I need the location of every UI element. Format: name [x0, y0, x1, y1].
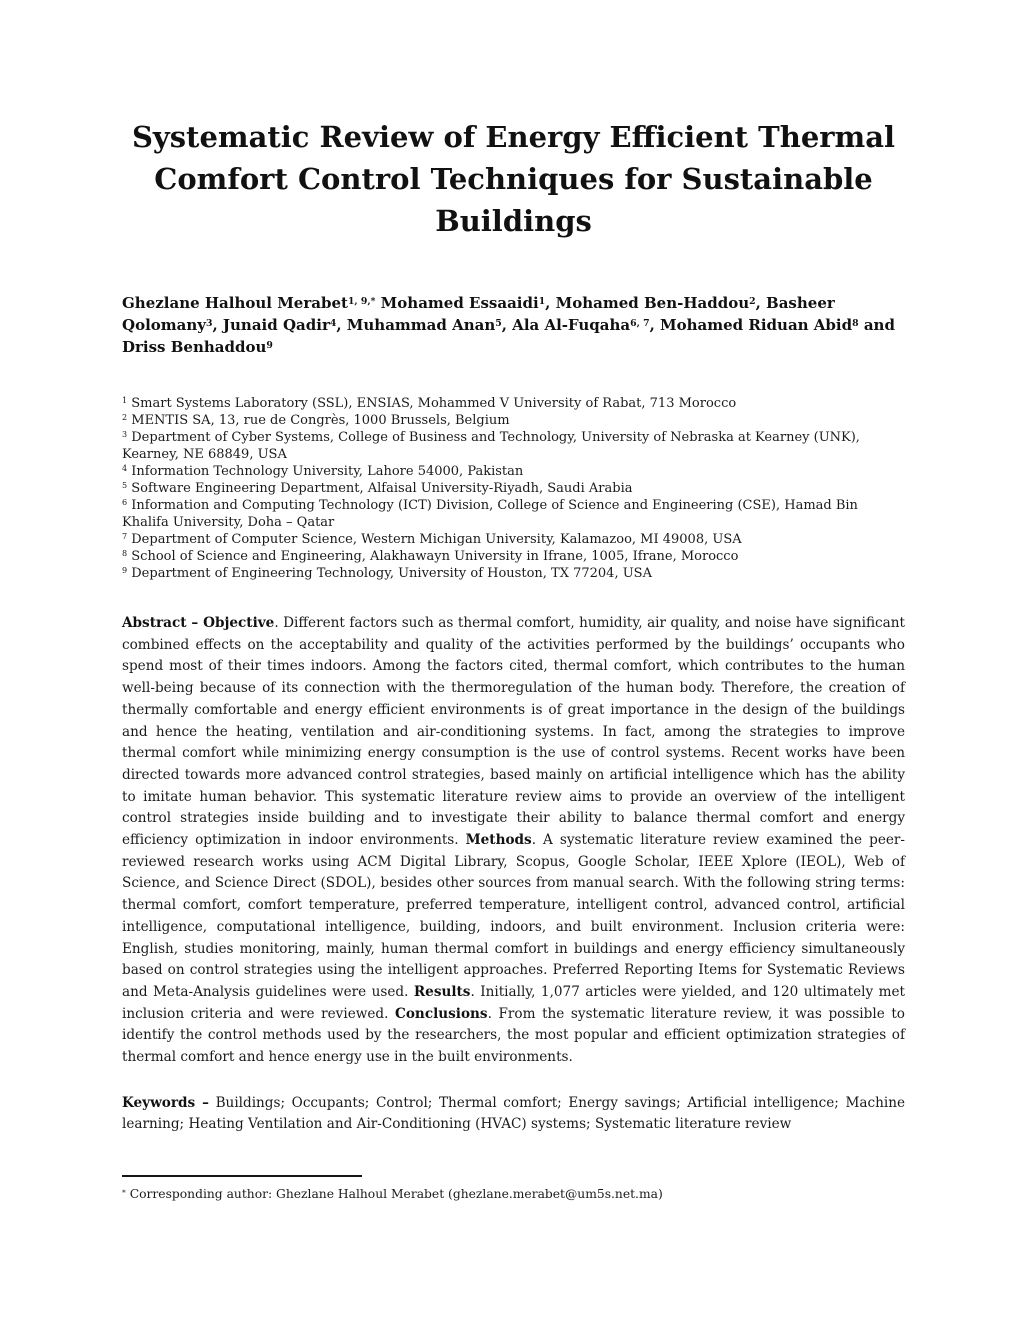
affiliation-item: $^3$ Department of Cyber Systems, College of Business and Technology, University of Nebraska at Kearney (UNK), Kearney, NE 68849, USA	[122, 430, 860, 462]
keywords-paragraph: Keywords – Buildings; Occupants; Control; Thermal comfort; Energy savings; Artificial intelligence; Machine learning; Heating Ventilation and Air-Conditioning (HVAC) systems; Systematic literature review	[122, 1094, 905, 1133]
affiliation-item: $^5$ Software Engineering Department, Alfaisal University-Riyadh, Saudi Arabia	[122, 481, 633, 496]
affiliation-item: $^4$ Information Technology University, Lahore 54000, Pakistan	[122, 464, 524, 479]
affiliation-item: $^7$ Department of Computer Science, Western Michigan University, Kalamazoo, MI 49008, USA	[122, 532, 742, 547]
author-line: Ghezlane Halhoul Merabet$^{1, 9,*}$ Mohamed Essaaidi$^1$, Mohamed Ben-Haddou$^2$, Basheer Qolomany$^3$, Junaid Qadir$^4$, Muhammad Anan$^5$, Ala Al-Fuqaha$^{6, 7}$, Mohamed Riduan Abid$^8$ and Driss Benhaddou$^9$	[122, 294, 895, 356]
content-column	[122, 0, 905, 1136]
affiliations-list	[122, 395, 905, 582]
affiliation-item: $^6$ Information and Computing Technology (ICT) Division, College of Science and Engineering (CSE), Hamad Bin Khalifa University, Doha – Qatar	[122, 498, 858, 530]
footnote-rule	[122, 1175, 362, 1177]
page-title: Systematic Review of Energy Efficient Thermal Comfort Control Techniques for Sustainable Buildings	[131, 120, 896, 238]
abstract-paragraph: Abstract – Objective. Different factors such as thermal comfort, humidity, air quality, and noise have significant combined effects on the acceptability and quality of the activities performed by the buildings’ occupants who spend most of their times indoors. Among the factors cited, thermal comfort, which contributes to the human well-being because of its connection with the thermoregulation of the human body. Therefore, the creation of thermally comfortable and energy efficient environments is of great importance in the design of the buildings and hence the heating, ventilation and air-conditioning systems. In fact, among the strategies to improve thermal comfort while minimizing energy consumption is the use of control systems. Recent works have been directed towards more advanced control strategies, based mainly on artificial intelligence which has the ability to imitate human behavior. This systematic literature review aims to provide an overview of the intelligent control strategies inside building and to investigate their ability to balance thermal comfort and energy efficiency optimization in indoor environments. Methods. A systematic literature review examined the peer-reviewed research works using ACM Digital Library, Scopus, Google Scholar, IEEE Xplore (IEOL), Web of Science, and Science Direct (SDOL), besides other sources from manual search. With the following string terms: thermal comfort, comfort temperature, preferred temperature, intelligent control, advanced control, artificial intelligence, computational intelligence, building, indoors, and built environment. Inclusion criteria were: English, studies monitoring, mainly, human thermal comfort in buildings and energy efficiency simultaneously based on control strategies using the intelligent approaches. Preferred Reporting Items for Systematic Reviews and Meta-Analysis guidelines were used. Results. Initially, 1,077 articles were yielded, and 120 ultimately met inclusion criteria and were reviewed. Conclusions. From the systematic literature review, it was possible to identify the control methods used by the researchers, the most popular and efficient optimization strategies of thermal comfort and hence energy use in the built environments.	[122, 615, 905, 1066]
affiliation-item: $^9$ Department of Engineering Technology, University of Houston, TX 77204, USA	[122, 566, 652, 581]
affiliation-item: $^1$ Smart Systems Laboratory (SSL), ENSIAS, Mohammed V University of Rabat, 713 Morocco	[122, 396, 737, 411]
corresponding-author-footnote: * Corresponding author: Ghezlane Halhoul Merabet (ghezlane.merabet@um5s.net.ma)	[122, 1187, 663, 1201]
affiliation-item: $^8$ School of Science and Engineering, Alakhawayn University in Ifrane, 1005, Ifrane, Morocco	[122, 549, 739, 564]
affiliation-item: $^2$ MENTIS SA, 13, rue de Congrès, 1000 Brussels, Belgium	[122, 413, 510, 428]
footnote-area	[122, 1175, 905, 1203]
